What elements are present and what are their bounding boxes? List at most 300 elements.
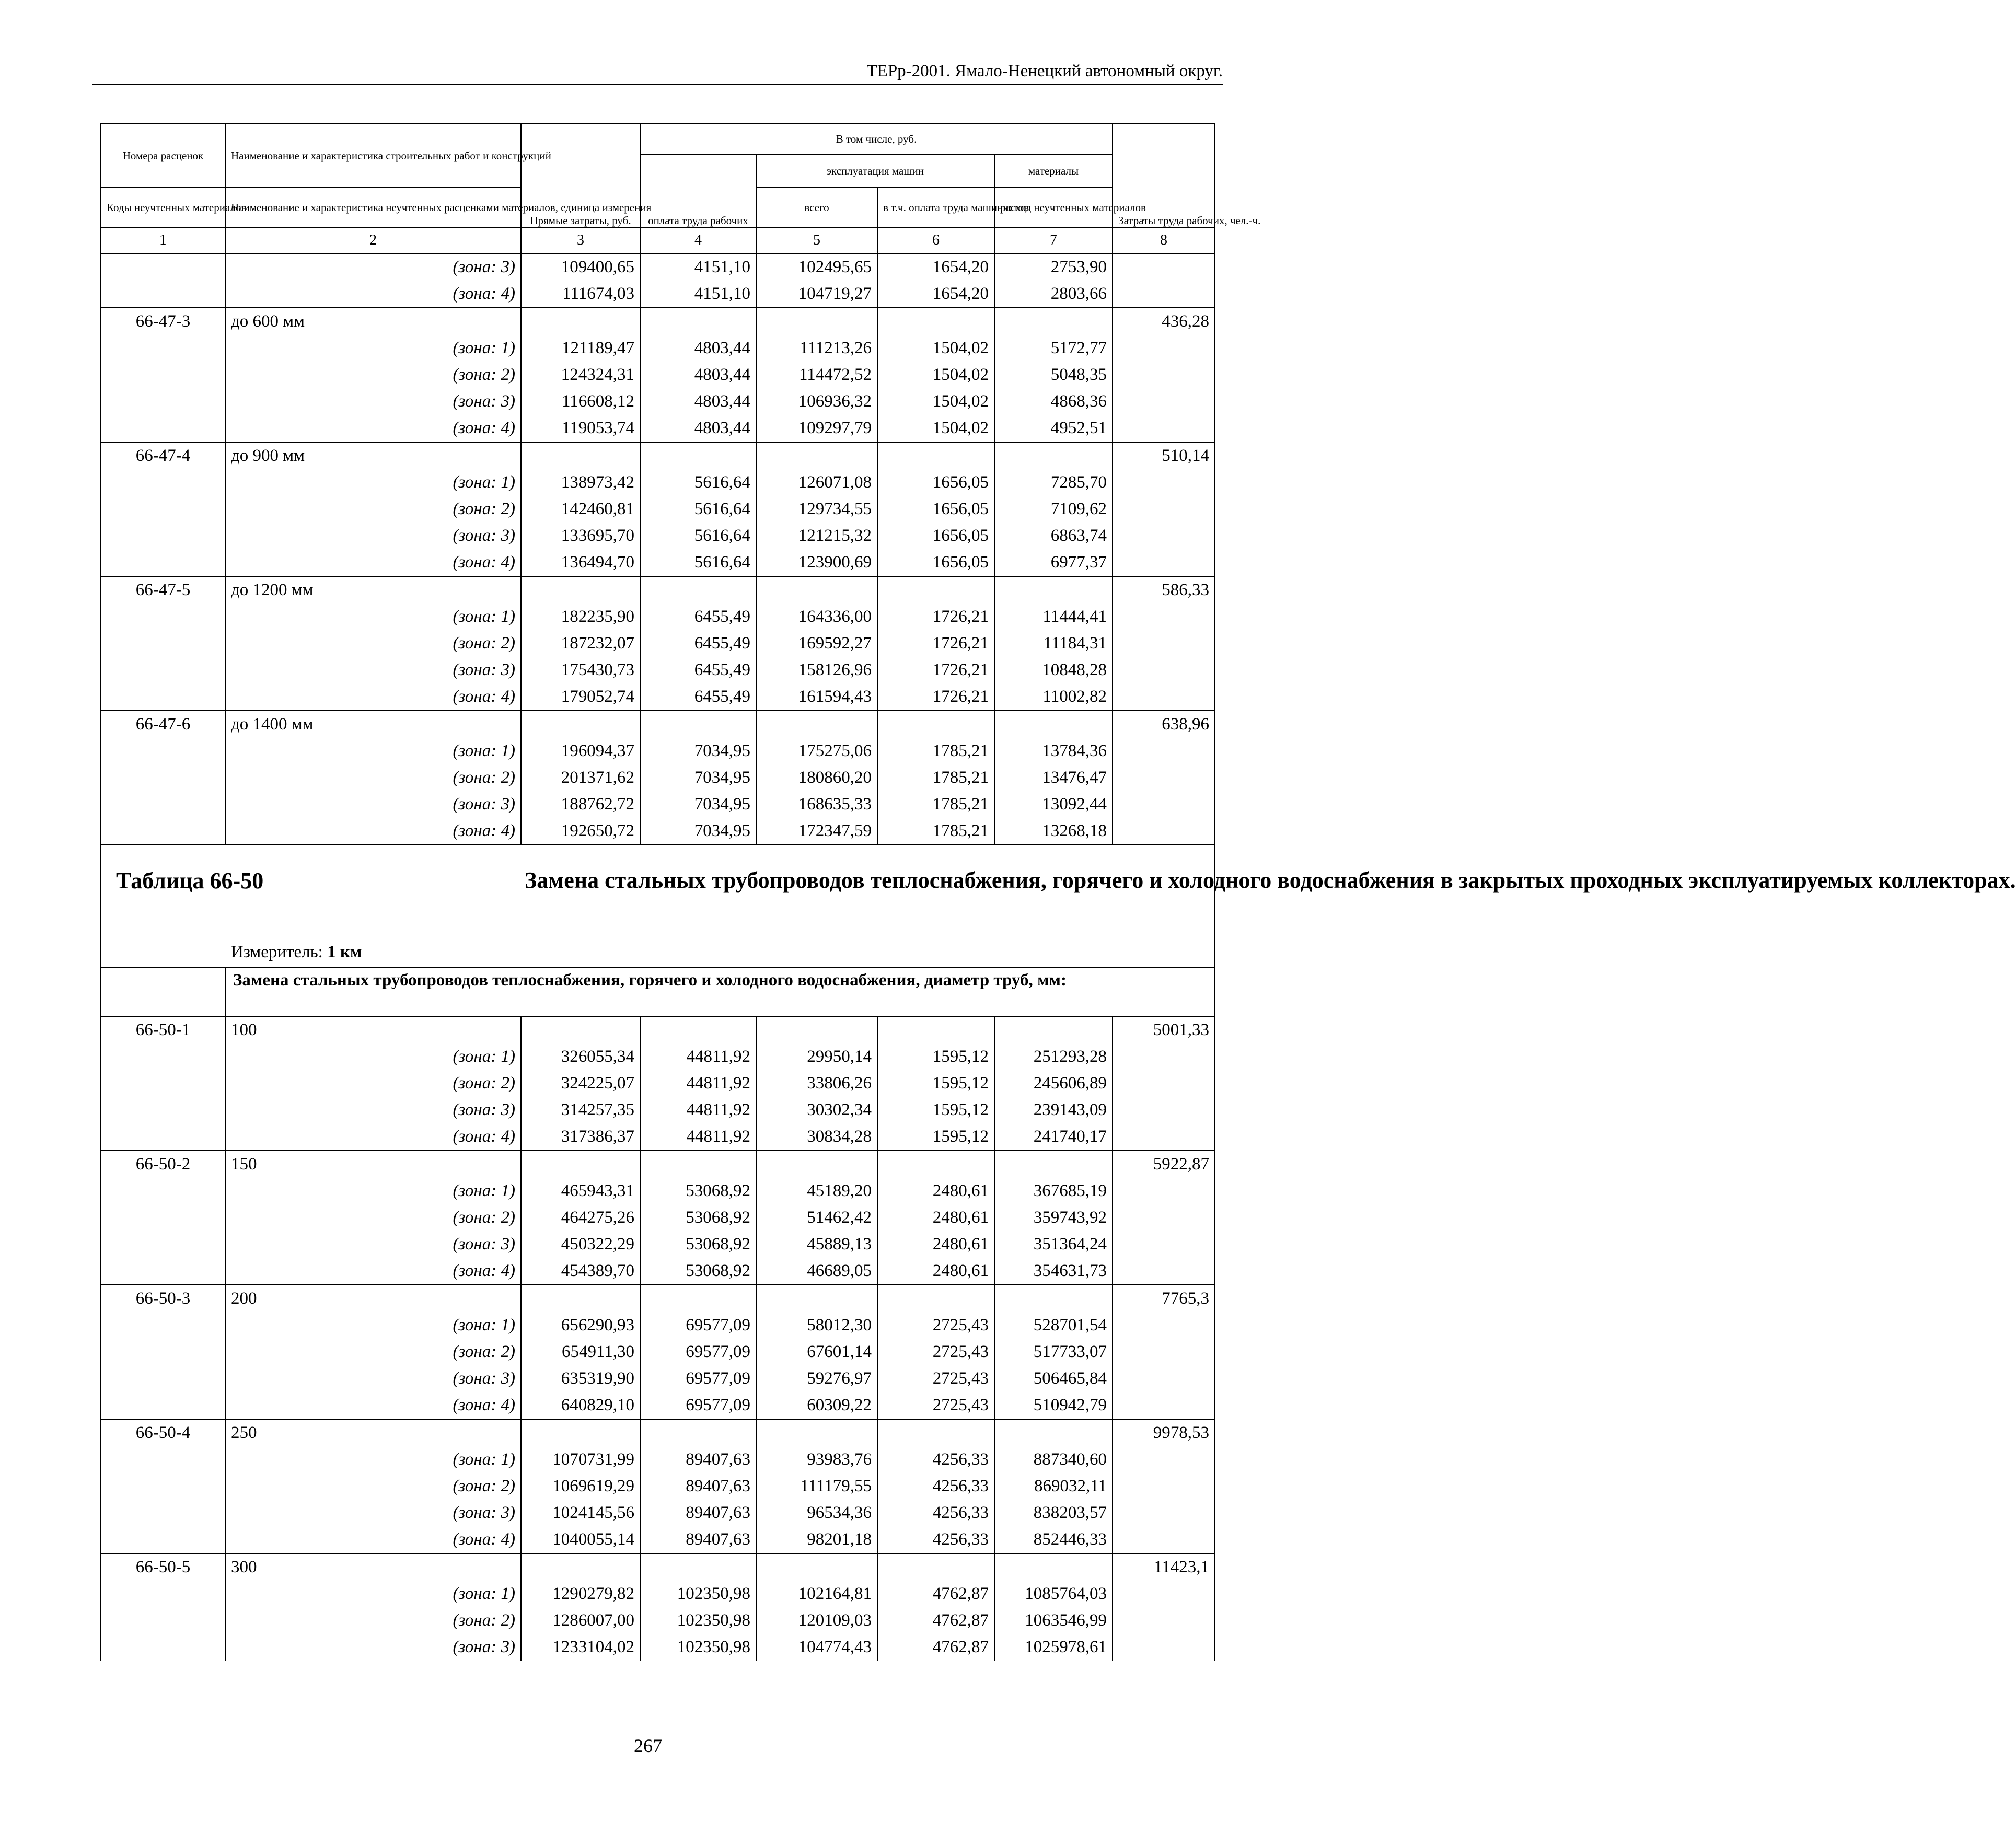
header-direct-costs: Прямые затраты, руб. [521, 124, 640, 227]
zone-label: (зона: 2) [225, 1607, 521, 1634]
rate-code-cell [101, 1500, 225, 1526]
machines-total-value: 93983,76 [756, 1446, 877, 1473]
labor-cost-value [1113, 1607, 1215, 1634]
empty-cell [756, 1285, 877, 1312]
rate-name: 200 [225, 1285, 521, 1312]
machines-total-value: 109297,79 [756, 415, 877, 442]
machines-total-value: 114472,52 [756, 362, 877, 388]
labor-cost-value [1113, 1446, 1215, 1473]
rate-code: 66-47-3 [101, 308, 225, 335]
direct-costs-value: 317386,37 [521, 1123, 640, 1151]
direct-costs-value: 314257,35 [521, 1097, 640, 1123]
machinists-wage-value: 2725,43 [877, 1312, 994, 1339]
empty-cell [640, 1419, 756, 1446]
direct-costs-value: 324225,07 [521, 1070, 640, 1097]
machinists-wage-value: 1595,12 [877, 1043, 994, 1070]
machines-total-value: 180860,20 [756, 764, 877, 791]
table-row [101, 1500, 1215, 1526]
labor-cost-value [1113, 1581, 1215, 1607]
column-number: 7 [994, 227, 1113, 253]
machines-total-value: 58012,30 [756, 1312, 877, 1339]
empty-cell [877, 576, 994, 604]
rate-code-cell [101, 1607, 225, 1634]
zone-label: (зона: 3) [225, 791, 521, 818]
rate-code-cell [101, 1526, 225, 1553]
labor-wage-value: 89407,63 [640, 1446, 756, 1473]
labor-cost-value [1113, 1178, 1215, 1204]
labor-cost-value [1113, 1043, 1215, 1070]
labor-cost-value [1113, 1258, 1215, 1285]
labor-cost-value [1113, 523, 1215, 549]
rate-code-cell [101, 549, 225, 576]
machines-total-value: 30834,28 [756, 1123, 877, 1151]
labor-cost-value [1113, 335, 1215, 362]
empty-cell [877, 711, 994, 738]
machines-total-value: 175275,06 [756, 738, 877, 764]
rate-name: до 1200 мм [225, 576, 521, 604]
rate-code-cell [101, 362, 225, 388]
column-number: 1 [101, 227, 225, 253]
empty-cell [877, 442, 994, 469]
zone-label: (зона: 3) [225, 253, 521, 281]
direct-costs-value: 450322,29 [521, 1231, 640, 1258]
materials-value: 245606,89 [994, 1070, 1113, 1097]
machines-total-value: 106936,32 [756, 388, 877, 415]
labor-cost-value [1113, 791, 1215, 818]
header-col1-bottom: Коды неучтенных материалов [101, 188, 225, 227]
materials-value: 13476,47 [994, 764, 1113, 791]
empty-cell [994, 711, 1113, 738]
machinists-wage-value: 1504,02 [877, 388, 994, 415]
header-col2-bottom: Наименование и характеристика неучтенных расценками материалов, единица измерения [225, 188, 521, 227]
materials-value: 13268,18 [994, 818, 1113, 845]
empty-cell [756, 1419, 877, 1446]
rate-code-cell [101, 764, 225, 791]
zone-label: (зона: 2) [225, 496, 521, 523]
machines-total-value: 96534,36 [756, 1500, 877, 1526]
machines-total-value: 164336,00 [756, 604, 877, 630]
labor-cost-value [1113, 253, 1215, 281]
table-title-cell [101, 845, 2016, 967]
direct-costs-value: 111674,03 [521, 281, 640, 308]
empty-cell [994, 1016, 1113, 1043]
table-row [101, 683, 1215, 711]
direct-costs-value: 116608,12 [521, 388, 640, 415]
zone-label: (зона: 2) [225, 1070, 521, 1097]
rate-code: 66-50-1 [101, 1016, 225, 1043]
direct-costs-value: 1070731,99 [521, 1446, 640, 1473]
direct-costs-value: 464275,26 [521, 1204, 640, 1231]
materials-value: 6863,74 [994, 523, 1113, 549]
direct-costs-value: 142460,81 [521, 496, 640, 523]
machines-total-value: 45189,20 [756, 1178, 877, 1204]
rate-code-cell [101, 657, 225, 683]
direct-costs-value: 187232,07 [521, 630, 640, 657]
zone-label: (зона: 4) [225, 683, 521, 711]
section-heading-row [101, 967, 1215, 1016]
empty-cell [640, 1553, 756, 1581]
machinists-wage-value: 1726,21 [877, 604, 994, 630]
machines-total-value: 59276,97 [756, 1365, 877, 1392]
empty-cell [756, 1151, 877, 1178]
direct-costs-value: 1290279,82 [521, 1581, 640, 1607]
rate-name: 250 [225, 1419, 521, 1446]
empty-cell [756, 442, 877, 469]
table-row [101, 1178, 1215, 1204]
materials-value: 13784,36 [994, 738, 1113, 764]
machines-total-value: 46689,05 [756, 1258, 877, 1285]
empty-cell [994, 1553, 1113, 1581]
rate-code-cell [101, 1178, 225, 1204]
labor-cost-value [1113, 1526, 1215, 1553]
labor-wage-value: 69577,09 [640, 1339, 756, 1365]
empty-cell [756, 1553, 877, 1581]
materials-value: 1025978,61 [994, 1634, 1113, 1661]
machinists-wage-value: 1726,21 [877, 630, 994, 657]
rate-code-cell [101, 1365, 225, 1392]
materials-value: 7285,70 [994, 469, 1113, 496]
rate-code-cell [101, 281, 225, 308]
zone-label: (зона: 2) [225, 630, 521, 657]
machinists-wage-value: 2480,61 [877, 1178, 994, 1204]
table-row [101, 1097, 1215, 1123]
table-row [101, 415, 1215, 442]
zone-label: (зона: 2) [225, 764, 521, 791]
labor-cost-value: 9978,53 [1113, 1419, 1215, 1446]
labor-cost-value [1113, 1392, 1215, 1419]
machinists-wage-value: 4762,87 [877, 1607, 994, 1634]
header-materials: материалы [994, 154, 1113, 188]
materials-value: 367685,19 [994, 1178, 1113, 1204]
direct-costs-value: 656290,93 [521, 1312, 640, 1339]
labor-wage-value: 6455,49 [640, 604, 756, 630]
direct-costs-value: 326055,34 [521, 1043, 640, 1070]
machines-total-value: 172347,59 [756, 818, 877, 845]
rate-code-cell [101, 1231, 225, 1258]
materials-value: 528701,54 [994, 1312, 1113, 1339]
zone-label: (зона: 3) [225, 1500, 521, 1526]
machinists-wage-value: 1726,21 [877, 657, 994, 683]
labor-wage-value: 5616,64 [640, 469, 756, 496]
estimate-table [100, 123, 2016, 1661]
materials-value: 506465,84 [994, 1365, 1113, 1392]
labor-wage-value: 6455,49 [640, 683, 756, 711]
machines-total-value: 111213,26 [756, 335, 877, 362]
materials-value: 1085764,03 [994, 1581, 1113, 1607]
machines-total-value: 121215,32 [756, 523, 877, 549]
table-row [101, 630, 1215, 657]
empty-cell [521, 1553, 640, 1581]
machines-total-value: 102495,65 [756, 253, 877, 281]
labor-cost-value [1113, 764, 1215, 791]
zone-label: (зона: 3) [225, 1231, 521, 1258]
table-title-block [101, 845, 1215, 967]
labor-wage-value: 53068,92 [640, 1231, 756, 1258]
column-number: 6 [877, 227, 994, 253]
materials-value: 239143,09 [994, 1097, 1113, 1123]
table-row [101, 1258, 1215, 1285]
header-machines: эксплуатация машин [756, 154, 994, 188]
rate-name: до 1400 мм [225, 711, 521, 738]
empty-cell [640, 1285, 756, 1312]
machinists-wage-value: 1785,21 [877, 791, 994, 818]
machinists-wage-value: 1504,02 [877, 415, 994, 442]
machinists-wage-value: 1656,05 [877, 523, 994, 549]
zone-label: (зона: 4) [225, 1392, 521, 1419]
direct-costs-value: 1040055,14 [521, 1526, 640, 1553]
machinists-wage-value: 1785,21 [877, 738, 994, 764]
materials-value: 2753,90 [994, 253, 1113, 281]
zone-label: (зона: 4) [225, 281, 521, 308]
unit-of-measure [231, 943, 362, 962]
machinists-wage-value: 4256,33 [877, 1500, 994, 1526]
empty-cell [994, 308, 1113, 335]
machines-total-value: 126071,08 [756, 469, 877, 496]
machines-total-value: 45889,13 [756, 1231, 877, 1258]
labor-cost-value [1113, 1231, 1215, 1258]
materials-value: 354631,73 [994, 1258, 1113, 1285]
direct-costs-value: 640829,10 [521, 1392, 640, 1419]
table-row [101, 1312, 1215, 1339]
header-col2-top: Наименование и характеристика строительных работ и конструкций [225, 124, 521, 188]
empty-cell [640, 1151, 756, 1178]
table-row [101, 1231, 1215, 1258]
direct-costs-value: 196094,37 [521, 738, 640, 764]
header-labor: оплата труда рабочих [640, 154, 756, 227]
table-row [101, 1043, 1215, 1070]
empty-cell [640, 308, 756, 335]
empty-cell [877, 1151, 994, 1178]
zone-label: (зона: 1) [225, 738, 521, 764]
column-number: 2 [225, 227, 521, 253]
labor-wage-value: 53068,92 [640, 1204, 756, 1231]
rate-row [101, 1016, 1215, 1043]
table-row [101, 362, 1215, 388]
empty-cell [877, 1016, 994, 1043]
labor-cost-value [1113, 1634, 1215, 1661]
table-row [101, 818, 1215, 845]
machines-total-value: 129734,55 [756, 496, 877, 523]
rate-code-cell [101, 1581, 225, 1607]
machinists-wage-value: 4762,87 [877, 1581, 994, 1607]
machinists-wage-value: 2480,61 [877, 1231, 994, 1258]
labor-wage-value: 4803,44 [640, 415, 756, 442]
rate-code-cell [101, 1339, 225, 1365]
column-number: 8 [1113, 227, 1215, 253]
machines-total-value: 158126,96 [756, 657, 877, 683]
rate-code-cell [101, 253, 225, 281]
direct-costs-value: 175430,73 [521, 657, 640, 683]
labor-wage-value: 44811,92 [640, 1070, 756, 1097]
empty-cell [640, 711, 756, 738]
machinists-wage-value: 4256,33 [877, 1473, 994, 1500]
labor-cost-value [1113, 604, 1215, 630]
table-row [101, 335, 1215, 362]
machinists-wage-value: 2725,43 [877, 1392, 994, 1419]
labor-wage-value: 69577,09 [640, 1392, 756, 1419]
materials-value: 241740,17 [994, 1123, 1113, 1151]
rate-code: 66-50-2 [101, 1151, 225, 1178]
unit-value: 1 км [327, 943, 362, 961]
machines-total-value: 111179,55 [756, 1473, 877, 1500]
rate-code-cell [101, 1634, 225, 1661]
machinists-wage-value: 1656,05 [877, 549, 994, 576]
machinists-wage-value: 2480,61 [877, 1204, 994, 1231]
direct-costs-value: 109400,65 [521, 253, 640, 281]
labor-wage-value: 6455,49 [640, 657, 756, 683]
materials-value: 359743,92 [994, 1204, 1113, 1231]
direct-costs-value: 1069619,29 [521, 1473, 640, 1500]
rate-code-cell [101, 738, 225, 764]
rate-code-cell [101, 1392, 225, 1419]
rate-code-cell [101, 630, 225, 657]
materials-value: 5048,35 [994, 362, 1113, 388]
table-row [101, 1392, 1215, 1419]
zone-label: (зона: 3) [225, 1365, 521, 1392]
machinists-wage-value: 1595,12 [877, 1123, 994, 1151]
table-row [101, 764, 1215, 791]
section-code-cell [101, 967, 225, 1016]
materials-value: 5172,77 [994, 335, 1113, 362]
labor-wage-value: 102350,98 [640, 1607, 756, 1634]
empty-cell [994, 576, 1113, 604]
rate-code-cell [101, 604, 225, 630]
machines-total-value: 123900,69 [756, 549, 877, 576]
header-materials-unaccounted: расход неучтенных материалов [994, 188, 1113, 227]
empty-cell [877, 1285, 994, 1312]
zone-label: (зона: 4) [225, 1258, 521, 1285]
materials-value: 13092,44 [994, 791, 1113, 818]
materials-value: 11002,82 [994, 683, 1113, 711]
header-machines-total: всего [756, 188, 877, 227]
empty-cell [877, 1419, 994, 1446]
rate-row [101, 1419, 1215, 1446]
labor-cost-value [1113, 362, 1215, 388]
table-row [101, 523, 1215, 549]
rate-code-cell [101, 791, 225, 818]
rate-code-cell [101, 523, 225, 549]
machinists-wage-value: 4762,87 [877, 1634, 994, 1661]
labor-wage-value: 53068,92 [640, 1178, 756, 1204]
table-row [101, 388, 1215, 415]
labor-wage-value: 6455,49 [640, 630, 756, 657]
machinists-wage-value: 1654,20 [877, 253, 994, 281]
rate-code-cell [101, 1123, 225, 1151]
rate-code-cell [101, 335, 225, 362]
empty-cell [994, 1151, 1113, 1178]
machinists-wage-value: 2480,61 [877, 1258, 994, 1285]
materials-value: 838203,57 [994, 1500, 1113, 1526]
empty-cell [640, 576, 756, 604]
table-row [101, 738, 1215, 764]
labor-wage-value: 102350,98 [640, 1634, 756, 1661]
rate-code-cell [101, 1258, 225, 1285]
materials-value: 869032,11 [994, 1473, 1113, 1500]
labor-wage-value: 5616,64 [640, 496, 756, 523]
materials-value: 4952,51 [994, 415, 1113, 442]
labor-wage-value: 4803,44 [640, 362, 756, 388]
page-number: 267 [634, 1735, 662, 1756]
unit-label: Измеритель: [231, 943, 323, 961]
rate-row [101, 308, 1215, 335]
empty-cell [994, 1419, 1113, 1446]
direct-costs-value: 121189,47 [521, 335, 640, 362]
empty-cell [521, 442, 640, 469]
direct-costs-value: 454389,70 [521, 1258, 640, 1285]
table-row [101, 657, 1215, 683]
machinists-wage-value: 1504,02 [877, 362, 994, 388]
materials-value: 2803,66 [994, 281, 1113, 308]
labor-cost-value [1113, 549, 1215, 576]
materials-value: 852446,33 [994, 1526, 1113, 1553]
table-row [101, 1339, 1215, 1365]
table-row [101, 1070, 1215, 1097]
zone-label: (зона: 4) [225, 1526, 521, 1553]
labor-cost-value: 586,33 [1113, 576, 1215, 604]
zone-label: (зона: 4) [225, 1123, 521, 1151]
labor-cost-value [1113, 1097, 1215, 1123]
labor-cost-value: 510,14 [1113, 442, 1215, 469]
zone-label: (зона: 4) [225, 818, 521, 845]
labor-wage-value: 89407,63 [640, 1473, 756, 1500]
labor-cost-value [1113, 630, 1215, 657]
machinists-wage-value: 2725,43 [877, 1365, 994, 1392]
rate-code: 66-50-4 [101, 1419, 225, 1446]
header-labor-cost: Затраты труда рабочих, чел.-ч. [1113, 124, 1215, 227]
rate-name: до 600 мм [225, 308, 521, 335]
rate-code-cell [101, 496, 225, 523]
labor-wage-value: 102350,98 [640, 1581, 756, 1607]
zone-label: (зона: 2) [225, 1473, 521, 1500]
labor-cost-value [1113, 496, 1215, 523]
zone-label: (зона: 3) [225, 657, 521, 683]
labor-wage-value: 44811,92 [640, 1043, 756, 1070]
machines-total-value: 29950,14 [756, 1043, 877, 1070]
direct-costs-value: 136494,70 [521, 549, 640, 576]
machines-total-value: 33806,26 [756, 1070, 877, 1097]
rate-code-cell [101, 683, 225, 711]
table-label: Таблица 66-50 [116, 868, 264, 894]
materials-value: 351364,24 [994, 1231, 1113, 1258]
direct-costs-value: 124324,31 [521, 362, 640, 388]
materials-value: 6977,37 [994, 549, 1113, 576]
rate-code-cell [101, 1446, 225, 1473]
zone-label: (зона: 1) [225, 604, 521, 630]
machinists-wage-value: 1654,20 [877, 281, 994, 308]
direct-costs-value: 179052,74 [521, 683, 640, 711]
empty-cell [756, 576, 877, 604]
running-head: ТЕРр-2001. Ямало-Ненецкий автономный округ. [866, 62, 1223, 80]
rate-code-cell [101, 1473, 225, 1500]
zone-label: (зона: 1) [225, 335, 521, 362]
labor-wage-value: 7034,95 [640, 738, 756, 764]
empty-cell [521, 1285, 640, 1312]
table-row [101, 1607, 1215, 1634]
zone-label: (зона: 3) [225, 1097, 521, 1123]
direct-costs-value: 192650,72 [521, 818, 640, 845]
zone-label: (зона: 1) [225, 469, 521, 496]
direct-costs-value: 138973,42 [521, 469, 640, 496]
table-row [101, 281, 1215, 308]
title-wrap [101, 845, 2016, 967]
direct-costs-value: 635319,90 [521, 1365, 640, 1392]
direct-costs-value: 1286007,00 [521, 1607, 640, 1634]
machinists-wage-value: 1595,12 [877, 1070, 994, 1097]
table-row [101, 1526, 1215, 1553]
table-row [101, 1634, 1215, 1661]
empty-cell [756, 1016, 877, 1043]
machinists-wage-value: 1656,05 [877, 469, 994, 496]
